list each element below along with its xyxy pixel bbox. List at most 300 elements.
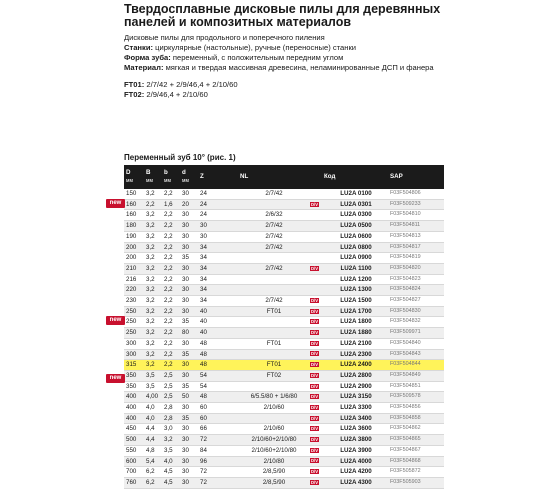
cell-bore: 30	[180, 274, 198, 285]
column-header	[308, 165, 322, 189]
table-row	[124, 467, 444, 478]
cell-teeth: 54	[198, 381, 238, 392]
table-row	[124, 199, 444, 210]
cell-code: LU2A 4200	[322, 467, 388, 478]
cell-badge	[308, 445, 322, 456]
cell-code: LU2A 3300	[322, 403, 388, 414]
table-row	[124, 456, 444, 467]
cell-sap: F03F504811	[388, 221, 444, 232]
cell-bore: 30	[180, 210, 198, 221]
cell-kerf: 3,2	[144, 221, 162, 232]
cell-code: LU2A 0100	[322, 189, 388, 199]
cell-badge	[308, 360, 322, 371]
cell-sap: F03F504819	[388, 253, 444, 264]
cell-badge	[308, 424, 322, 435]
cell-pinholes: FT02	[238, 370, 308, 381]
cell-diameter: 350	[124, 370, 144, 381]
cell-code: LU2A 1500	[322, 296, 388, 307]
column-header-label: D	[126, 169, 131, 176]
cell-bore: 30	[180, 306, 198, 317]
dv-badge-icon: D/V	[311, 469, 318, 475]
cell-badge	[308, 253, 322, 264]
table-row	[124, 263, 444, 274]
table-row	[124, 392, 444, 403]
cell-teeth: 40	[198, 317, 238, 328]
cell-kerf: 4,8	[144, 445, 162, 456]
cell-teeth: 34	[198, 253, 238, 264]
cell-badge	[308, 296, 322, 307]
cell-teeth: 40	[198, 328, 238, 339]
cell-pinholes	[238, 349, 308, 360]
cell-bore: 35	[180, 381, 198, 392]
cell-diameter: 350	[124, 381, 144, 392]
cell-badge	[308, 403, 322, 414]
cell-sap: F03F504849	[388, 370, 444, 381]
cell-pinholes: 2/6/32	[238, 210, 308, 221]
cell-code: LU2A 4300	[322, 477, 388, 488]
cell-kerf: 5,4	[144, 456, 162, 467]
dv-badge-icon: D/V	[311, 201, 318, 207]
cell-sap: F03F504867	[388, 445, 444, 456]
dv-badge-icon: D/V	[311, 426, 318, 432]
material-label: Материал:	[124, 63, 164, 72]
cell-teeth: 54	[198, 370, 238, 381]
dv-badge-icon: D/V	[311, 372, 318, 378]
cell-teeth: 34	[198, 242, 238, 253]
cell-sap: F03F509578	[388, 392, 444, 403]
cell-bore: 30	[180, 360, 198, 371]
dv-badge-icon: D/V	[311, 404, 318, 410]
cell-bore: 30	[180, 338, 198, 349]
cell-sap: F03F504810	[388, 210, 444, 221]
cell-diameter: 300	[124, 338, 144, 349]
cell-plate: 2,2	[162, 231, 180, 242]
cell-sap: F03F504840	[388, 338, 444, 349]
page-title: Твердосплавные дисковые пилы для деревянных панелей и композитных материалов	[124, 2, 441, 29]
cell-code: LU2A 2900	[322, 381, 388, 392]
cell-kerf: 3,2	[144, 338, 162, 349]
cell-badge	[308, 317, 322, 328]
cell-pinholes: 2/10/60	[238, 403, 308, 414]
cell-badge	[308, 477, 322, 488]
cell-plate: 2,2	[162, 221, 180, 232]
cell-sap: F03F504817	[388, 242, 444, 253]
cell-diameter: 180	[124, 221, 144, 232]
table-row	[124, 317, 444, 328]
cell-sap: F03F509233	[388, 199, 444, 210]
cell-diameter: 216	[124, 274, 144, 285]
description-line	[124, 53, 484, 63]
cell-kerf: 3,2	[144, 231, 162, 242]
new-badge: new	[106, 374, 125, 383]
cell-bore: 30	[180, 403, 198, 414]
cell-badge	[308, 413, 322, 424]
cell-plate: 2,8	[162, 403, 180, 414]
dv-badge-icon: D/V	[311, 308, 318, 314]
cell-kerf: 6,2	[144, 467, 162, 478]
dv-badge-icon: D/V	[311, 351, 318, 357]
column-header	[180, 165, 198, 189]
cell-code: LU2A 0301	[322, 199, 388, 210]
column-header	[144, 165, 162, 189]
cell-kerf: 3,2	[144, 210, 162, 221]
cell-plate: 2,2	[162, 338, 180, 349]
column-header-label: b	[164, 169, 168, 176]
cell-kerf: 4,0	[144, 413, 162, 424]
cell-code: LU2A 2300	[322, 349, 388, 360]
cell-bore: 30	[180, 296, 198, 307]
dv-badge-icon: D/V	[311, 319, 318, 325]
cell-kerf: 3,2	[144, 306, 162, 317]
cell-bore: 30	[180, 370, 198, 381]
table-row	[124, 306, 444, 317]
cell-teeth: 60	[198, 413, 238, 424]
cell-bore: 30	[180, 445, 198, 456]
table-row	[124, 242, 444, 253]
cell-bore: 30	[180, 242, 198, 253]
column-header	[198, 165, 238, 189]
dv-badge-icon: D/V	[311, 415, 318, 421]
cell-diameter: 315	[124, 360, 144, 371]
cell-pinholes	[238, 317, 308, 328]
cell-bore: 35	[180, 413, 198, 424]
cell-badge	[308, 435, 322, 446]
description-line	[124, 63, 484, 73]
cell-pinholes: 2/8,5/90	[238, 477, 308, 488]
column-header	[388, 165, 444, 189]
cell-teeth: 30	[198, 221, 238, 232]
description-line: Дисковые пилы для продольного и поперечного пиления	[124, 33, 325, 42]
cell-pinholes: FT01	[238, 360, 308, 371]
cell-badge	[308, 349, 322, 360]
cell-sap: F03F509971	[388, 328, 444, 339]
dv-badge-icon: D/V	[311, 362, 318, 368]
cell-pinholes	[238, 253, 308, 264]
ft02-value: 2/9/46,4 + 2/10/60	[144, 90, 208, 99]
cell-badge	[308, 274, 322, 285]
cell-pinholes	[238, 285, 308, 296]
cell-bore: 30	[180, 285, 198, 296]
cell-diameter: 400	[124, 403, 144, 414]
cell-sap: F03F504856	[388, 403, 444, 414]
cell-sap: F03F504813	[388, 231, 444, 242]
cell-code: LU2A 3400	[322, 413, 388, 424]
cell-teeth: 40	[198, 306, 238, 317]
cell-bore: 30	[180, 456, 198, 467]
table-title: Переменный зуб 10° (рис. 1)	[124, 153, 236, 162]
cell-bore: 30	[180, 435, 198, 446]
cell-diameter: 250	[124, 317, 144, 328]
cell-teeth: 34	[198, 274, 238, 285]
cell-pinholes: 2/7/42	[238, 263, 308, 274]
cell-teeth: 84	[198, 445, 238, 456]
cell-teeth: 72	[198, 435, 238, 446]
cell-badge	[308, 467, 322, 478]
cell-pinholes	[238, 274, 308, 285]
table-row	[124, 370, 444, 381]
cell-plate: 2,2	[162, 306, 180, 317]
column-header-label: Z	[200, 173, 204, 180]
cell-code: LU2A 0600	[322, 231, 388, 242]
cell-teeth: 48	[198, 338, 238, 349]
cell-sap: F03F504843	[388, 349, 444, 360]
cell-sap: F03F504820	[388, 263, 444, 274]
cell-diameter: 700	[124, 467, 144, 478]
cell-teeth: 24	[198, 189, 238, 199]
cell-plate: 4,5	[162, 477, 180, 488]
cell-pinholes	[238, 199, 308, 210]
table-row	[124, 221, 444, 232]
cell-badge	[308, 221, 322, 232]
cell-sap: F03F504824	[388, 285, 444, 296]
cell-bore: 30	[180, 221, 198, 232]
cell-bore: 35	[180, 253, 198, 264]
cell-teeth: 34	[198, 263, 238, 274]
new-badge: new	[106, 316, 125, 325]
cell-code: LU2A 0500	[322, 221, 388, 232]
ft01-line	[124, 80, 238, 90]
cell-teeth: 96	[198, 456, 238, 467]
ft01-label: FT01:	[124, 80, 145, 89]
cell-kerf: 3,5	[144, 381, 162, 392]
cell-pinholes: 2/7/42	[238, 231, 308, 242]
column-unit: мм	[164, 178, 171, 184]
cell-diameter: 760	[124, 477, 144, 488]
cell-pinholes: FT01	[238, 306, 308, 317]
cell-kerf: 4,00	[144, 392, 162, 403]
cell-diameter: 190	[124, 231, 144, 242]
cell-diameter: 210	[124, 263, 144, 274]
cell-sap: F03F504830	[388, 306, 444, 317]
cell-plate: 2,2	[162, 296, 180, 307]
dv-badge-icon: D/V	[311, 330, 318, 335]
column-header-label: d	[182, 169, 186, 176]
cell-badge	[308, 199, 322, 210]
table-row	[124, 445, 444, 456]
cell-teeth: 34	[198, 296, 238, 307]
table-row	[124, 435, 444, 446]
cell-kerf: 4,0	[144, 403, 162, 414]
table-row	[124, 328, 444, 339]
cell-teeth: 24	[198, 199, 238, 210]
cell-pinholes	[238, 413, 308, 424]
table-row	[124, 477, 444, 488]
cell-plate: 2,2	[162, 210, 180, 221]
cell-teeth: 48	[198, 360, 238, 371]
column-header-label: Код	[324, 173, 336, 180]
table-row	[124, 296, 444, 307]
new-badge: new	[106, 199, 125, 208]
cell-sap: F03F504858	[388, 413, 444, 424]
cell-diameter: 450	[124, 424, 144, 435]
cell-badge	[308, 370, 322, 381]
cell-badge	[308, 381, 322, 392]
cell-diameter: 200	[124, 253, 144, 264]
cell-kerf: 3,2	[144, 189, 162, 199]
cell-plate: 2,2	[162, 285, 180, 296]
cell-bore: 30	[180, 477, 198, 488]
cell-plate: 4,5	[162, 467, 180, 478]
table-header-row	[124, 165, 444, 189]
column-header	[238, 165, 308, 189]
cell-pinholes: 6/5.5/80 + 1/6/80	[238, 392, 308, 403]
cell-diameter: 200	[124, 242, 144, 253]
cell-pinholes: 2/7/42	[238, 242, 308, 253]
column-header-label: NL	[240, 173, 249, 180]
dv-badge-icon: D/V	[311, 394, 318, 400]
cell-plate: 2,8	[162, 413, 180, 424]
material-value: мягкая и твердая массивная древесина, неламинированные ДСП и фанера	[163, 63, 434, 72]
cell-teeth: 60	[198, 403, 238, 414]
ft02-label: FT02:	[124, 90, 145, 99]
cell-bore: 35	[180, 317, 198, 328]
ft01-value: 2/7/42 + 2/9/46,4 + 2/10/60	[144, 80, 238, 89]
cell-code: LU2A 0900	[322, 253, 388, 264]
cell-bore: 50	[180, 392, 198, 403]
cell-code: LU2A 1800	[322, 317, 388, 328]
table-row	[124, 403, 444, 414]
cell-bore: 30	[180, 263, 198, 274]
cell-kerf: 3,2	[144, 296, 162, 307]
cell-badge	[308, 231, 322, 242]
cell-badge	[308, 338, 322, 349]
table-row	[124, 274, 444, 285]
cell-diameter: 600	[124, 456, 144, 467]
cell-code: LU2A 1880	[322, 328, 388, 339]
dv-badge-icon: D/V	[311, 458, 318, 464]
cell-diameter: 550	[124, 445, 144, 456]
cell-kerf: 3,5	[144, 370, 162, 381]
machines-value: циркулярные (настольные), ручные (переносные) станки	[153, 43, 357, 52]
cell-sap: F03F504823	[388, 274, 444, 285]
tooth-config	[124, 80, 238, 100]
column-unit: мм	[126, 178, 133, 184]
cell-pinholes: 2/10/60	[238, 424, 308, 435]
cell-diameter: 300	[124, 349, 144, 360]
cell-badge	[308, 392, 322, 403]
dv-badge-icon: D/V	[311, 437, 318, 443]
cell-code: LU2A 2400	[322, 360, 388, 371]
table-row	[124, 381, 444, 392]
cell-code: LU2A 1700	[322, 306, 388, 317]
cell-code: LU2A 1300	[322, 285, 388, 296]
cell-code: LU2A 2100	[322, 338, 388, 349]
cell-badge	[308, 189, 322, 199]
cell-kerf: 3,2	[144, 328, 162, 339]
table-row	[124, 349, 444, 360]
cell-code: LU2A 2800	[322, 370, 388, 381]
cell-plate: 2,2	[162, 253, 180, 264]
cell-kerf: 3,2	[144, 285, 162, 296]
cell-diameter: 400	[124, 392, 144, 403]
cell-kerf: 3,2	[144, 349, 162, 360]
cell-diameter: 160	[124, 210, 144, 221]
cell-kerf: 3,2	[144, 360, 162, 371]
table-row	[124, 285, 444, 296]
cell-plate: 2,2	[162, 317, 180, 328]
cell-plate: 2,2	[162, 263, 180, 274]
cell-teeth: 66	[198, 424, 238, 435]
cell-plate: 2,2	[162, 189, 180, 199]
column-unit: мм	[182, 178, 189, 184]
cell-diameter: 400	[124, 413, 144, 424]
cell-kerf: 6,2	[144, 477, 162, 488]
cell-plate: 2,2	[162, 274, 180, 285]
cell-pinholes	[238, 328, 308, 339]
cell-sap: F03F504862	[388, 424, 444, 435]
cell-kerf: 3,2	[144, 317, 162, 328]
cell-pinholes: 2/7/42	[238, 221, 308, 232]
cell-diameter: 160	[124, 199, 144, 210]
cell-badge	[308, 328, 322, 339]
cell-badge	[308, 210, 322, 221]
column-header-label: SAP	[390, 173, 403, 180]
table-row	[124, 413, 444, 424]
cell-diameter: 500	[124, 435, 144, 446]
table-body	[124, 189, 444, 488]
cell-bore: 30	[180, 189, 198, 199]
dv-badge-icon: D/V	[311, 447, 318, 453]
cell-plate: 2,2	[162, 349, 180, 360]
cell-code: LU2A 1100	[322, 263, 388, 274]
cell-code: LU2A 0300	[322, 210, 388, 221]
cell-teeth: 30	[198, 231, 238, 242]
dv-badge-icon: D/V	[311, 479, 318, 485]
cell-teeth: 72	[198, 477, 238, 488]
table-row	[124, 210, 444, 221]
column-header	[162, 165, 180, 189]
cell-bore: 30	[180, 467, 198, 478]
cell-pinholes: 2/8,5/90	[238, 467, 308, 478]
table-row	[124, 360, 444, 371]
cell-pinholes: 2/10/60+2/10/80	[238, 435, 308, 446]
cell-sap: F03F504832	[388, 317, 444, 328]
cell-teeth: 24	[198, 210, 238, 221]
cell-plate: 4,0	[162, 456, 180, 467]
product-description	[124, 33, 484, 73]
cell-bore: 30	[180, 231, 198, 242]
description-line	[124, 43, 484, 53]
dv-badge-icon: D/V	[311, 297, 318, 303]
cell-sap: F03F504806	[388, 189, 444, 199]
cell-plate: 1,6	[162, 199, 180, 210]
cell-kerf: 2,2	[144, 199, 162, 210]
cell-bore: 30	[180, 424, 198, 435]
cell-plate: 2,2	[162, 242, 180, 253]
cell-bore: 35	[180, 349, 198, 360]
table-row	[124, 231, 444, 242]
column-header-label: B	[146, 169, 151, 176]
cell-badge	[308, 285, 322, 296]
cell-kerf: 4,4	[144, 424, 162, 435]
cell-teeth: 48	[198, 392, 238, 403]
cell-pinholes	[238, 381, 308, 392]
cell-code: LU2A 1200	[322, 274, 388, 285]
cell-badge	[308, 242, 322, 253]
machines-label: Станки:	[124, 43, 154, 52]
tooth-form-label: Форма зуба:	[124, 53, 171, 62]
cell-code: LU2A 0800	[322, 242, 388, 253]
cell-plate: 3,5	[162, 445, 180, 456]
cell-teeth: 72	[198, 467, 238, 478]
cell-diameter: 230	[124, 296, 144, 307]
cell-diameter: 250	[124, 306, 144, 317]
cell-plate: 2,2	[162, 360, 180, 371]
cell-kerf: 3,2	[144, 274, 162, 285]
cell-pinholes: 2/10/60+2/10/80	[238, 445, 308, 456]
cell-code: LU2A 3900	[322, 445, 388, 456]
cell-sap: F03F504865	[388, 435, 444, 446]
